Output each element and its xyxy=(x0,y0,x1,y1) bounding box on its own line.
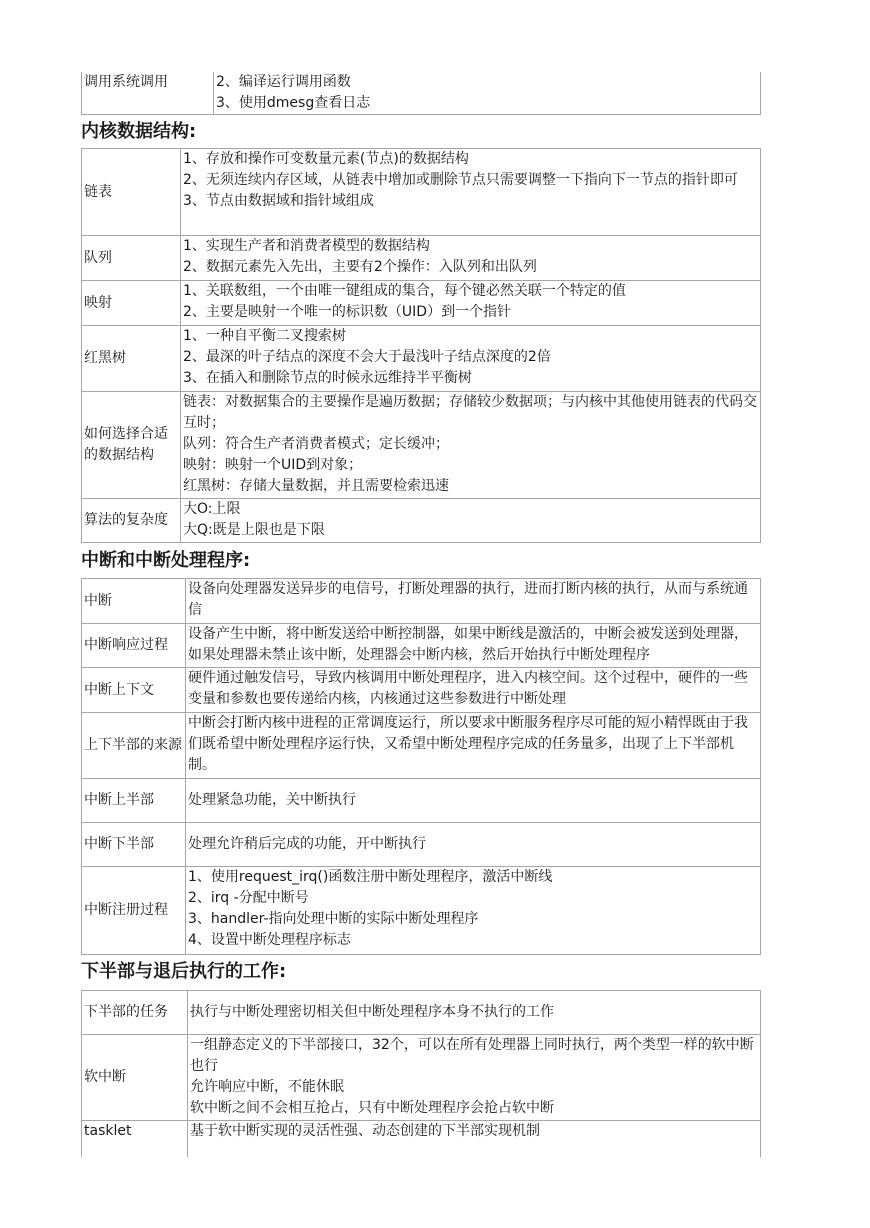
value-line: 大O:上限 xyxy=(183,501,241,517)
value-line: 红黑树：存储大量数据，并且需要检索迅速 xyxy=(183,478,449,494)
row-key: 上下半部的来源 xyxy=(82,713,186,779)
row-value xyxy=(186,668,761,713)
table-row xyxy=(82,499,761,543)
row-key: 软中断 xyxy=(82,1035,188,1121)
value-line: 允许响应中断，不能休眠 xyxy=(190,1079,344,1095)
value-line: 3、节点由数据域和指针域组成 xyxy=(183,193,374,209)
kernel-data-structures-table xyxy=(81,148,761,543)
value-line: 2、数据元素先入先出，主要有2个操作：入队列和出队列 xyxy=(183,259,537,275)
value-line: 1、一种自平衡二叉搜索树 xyxy=(183,328,346,344)
value-line: 链表：对数据集合的主要操作是遍历数据；存储较少数据项；与内核中其他使用链表的代码交互时； xyxy=(183,394,757,431)
syscall-table xyxy=(81,72,761,115)
table-row xyxy=(82,713,761,779)
row-key: 中断 xyxy=(82,579,186,624)
value-line: 中断会打断内核中进程的正常调度运行，所以要求中断服务程序尽可能的短小精悍既由于我们既希望中断处理程序运行快，又希望中断处理程序完成的任务量多，出现了上下半部机制。 xyxy=(188,715,748,773)
table-row xyxy=(82,991,761,1035)
row-key: 中断下半部 xyxy=(82,823,186,867)
value-line: 1、使用request_irq()函数注册中断处理程序，激活中断线 xyxy=(188,869,553,885)
row-key: 中断响应过程 xyxy=(82,624,186,668)
table-row xyxy=(82,149,761,236)
row-value xyxy=(181,281,761,326)
table-row xyxy=(82,392,761,499)
table-row xyxy=(82,579,761,624)
row-value xyxy=(186,579,761,624)
table-row xyxy=(82,1035,761,1121)
table-row xyxy=(82,668,761,713)
value-line: 设备产生中断，将中断发送给中断控制器，如果中断线是激活的，中断会被发送到处理器，如果处理器未禁止该中断，处理器会中断内核，然后开始执行中断处理程序 xyxy=(188,626,748,663)
value-line: 2、irq -分配中断号 xyxy=(188,890,309,906)
row-value xyxy=(181,149,761,236)
row-key: 算法的复杂度 xyxy=(82,499,181,543)
value-line: 设备向处理器发送异步的电信号，打断处理器的执行，进而打断内核的执行，从而与系统通信 xyxy=(188,581,748,618)
table-row xyxy=(82,867,761,955)
value-line: 映射：映射一个UID到对象； xyxy=(183,457,363,473)
table-row xyxy=(82,72,761,115)
row-key: tasklet xyxy=(82,1121,188,1157)
value-line: 2、无须连续内存区域，从链表中增加或删除节点只需要调整一下指向下一节点的指针即可 xyxy=(183,172,738,188)
row-value xyxy=(186,823,761,867)
table-row xyxy=(82,624,761,668)
value-line: 大Q:既是上限也是下限 xyxy=(183,522,325,538)
row-value xyxy=(214,72,761,115)
table-row xyxy=(82,823,761,867)
value-line: 一组静态定义的下半部接口，32个，可以在所有处理器上同时执行，两个类型一样的软中断也行 xyxy=(190,1037,754,1074)
row-key: 中断注册过程 xyxy=(82,867,186,955)
row-value xyxy=(188,1035,761,1121)
row-value xyxy=(186,779,761,823)
row-value xyxy=(181,499,761,543)
row-value xyxy=(181,326,761,392)
value-line: 2、最深的叶子结点的深度不会大于最浅叶子结点深度的2倍 xyxy=(183,349,551,365)
value-line: 1、关联数组，一个由唯一键组成的集合，每个键必然关联一个特定的值 xyxy=(183,283,626,299)
row-key: 链表 xyxy=(82,149,181,236)
table-row xyxy=(82,236,761,281)
value-line: 4、设置中断处理程序标志 xyxy=(188,932,351,948)
row-key: 队列 xyxy=(82,236,181,281)
row-value xyxy=(186,867,761,955)
value-line: 基于软中断实现的灵活性强、动态创建的下半部实现机制 xyxy=(190,1123,540,1139)
row-value xyxy=(188,1121,761,1157)
value-line: 处理紧急功能，关中断执行 xyxy=(188,792,356,808)
value-line: 3、handler-指向处理中断的实际中断处理程序 xyxy=(188,911,479,927)
value-line: 1、存放和操作可变数量元素(节点)的数据结构 xyxy=(183,151,469,167)
section-heading: 内核数据结构: xyxy=(81,121,197,142)
row-value xyxy=(181,392,761,499)
value-line: 队列：符合生产者消费者模式；定长缓冲； xyxy=(183,436,449,452)
table-row xyxy=(82,779,761,823)
row-key: 红黑树 xyxy=(82,326,181,392)
value-line: 3、使用dmesg查看日志 xyxy=(216,95,371,111)
row-key: 中断上半部 xyxy=(82,779,186,823)
value-line: 软中断之间不会相互抢占，只有中断处理程序会抢占软中断 xyxy=(190,1100,554,1116)
value-line: 执行与中断处理密切相关但中断处理程序本身不执行的工作 xyxy=(190,1004,554,1020)
row-key: 映射 xyxy=(82,281,181,326)
row-key: 调用系统调用 xyxy=(82,72,214,115)
row-value xyxy=(186,713,761,779)
row-key: 下半部的任务 xyxy=(82,991,188,1035)
value-line: 3、在插入和删除节点的时候永远维持半平衡树 xyxy=(183,370,472,386)
value-line: 2、主要是映射一个唯一的标识数（UID）到一个指针 xyxy=(183,304,512,320)
row-key: 中断上下文 xyxy=(82,668,186,713)
row-key: 如何选择合适的数据结构 xyxy=(82,392,181,499)
section-heading: 下半部与退后执行的工作: xyxy=(81,961,287,982)
row-value xyxy=(181,236,761,281)
row-value xyxy=(186,624,761,668)
table-row xyxy=(82,326,761,392)
section-heading: 中断和中断处理程序: xyxy=(81,550,251,571)
table-row xyxy=(82,1121,761,1157)
value-line: 2、编译运行调用函数 xyxy=(216,74,351,90)
value-line: 处理允许稍后完成的功能，开中断执行 xyxy=(188,836,426,852)
table-row xyxy=(82,281,761,326)
value-line: 硬件通过触发信号，导致内核调用中断处理程序，进入内核空间。这个过程中，硬件的一些变量和参数也要传递给内核，内核通过这些参数进行中断处理 xyxy=(188,670,748,707)
value-line: 1、实现生产者和消费者模型的数据结构 xyxy=(183,238,430,254)
bottom-half-table xyxy=(81,990,761,1157)
row-value xyxy=(188,991,761,1035)
interrupts-table xyxy=(81,578,761,955)
